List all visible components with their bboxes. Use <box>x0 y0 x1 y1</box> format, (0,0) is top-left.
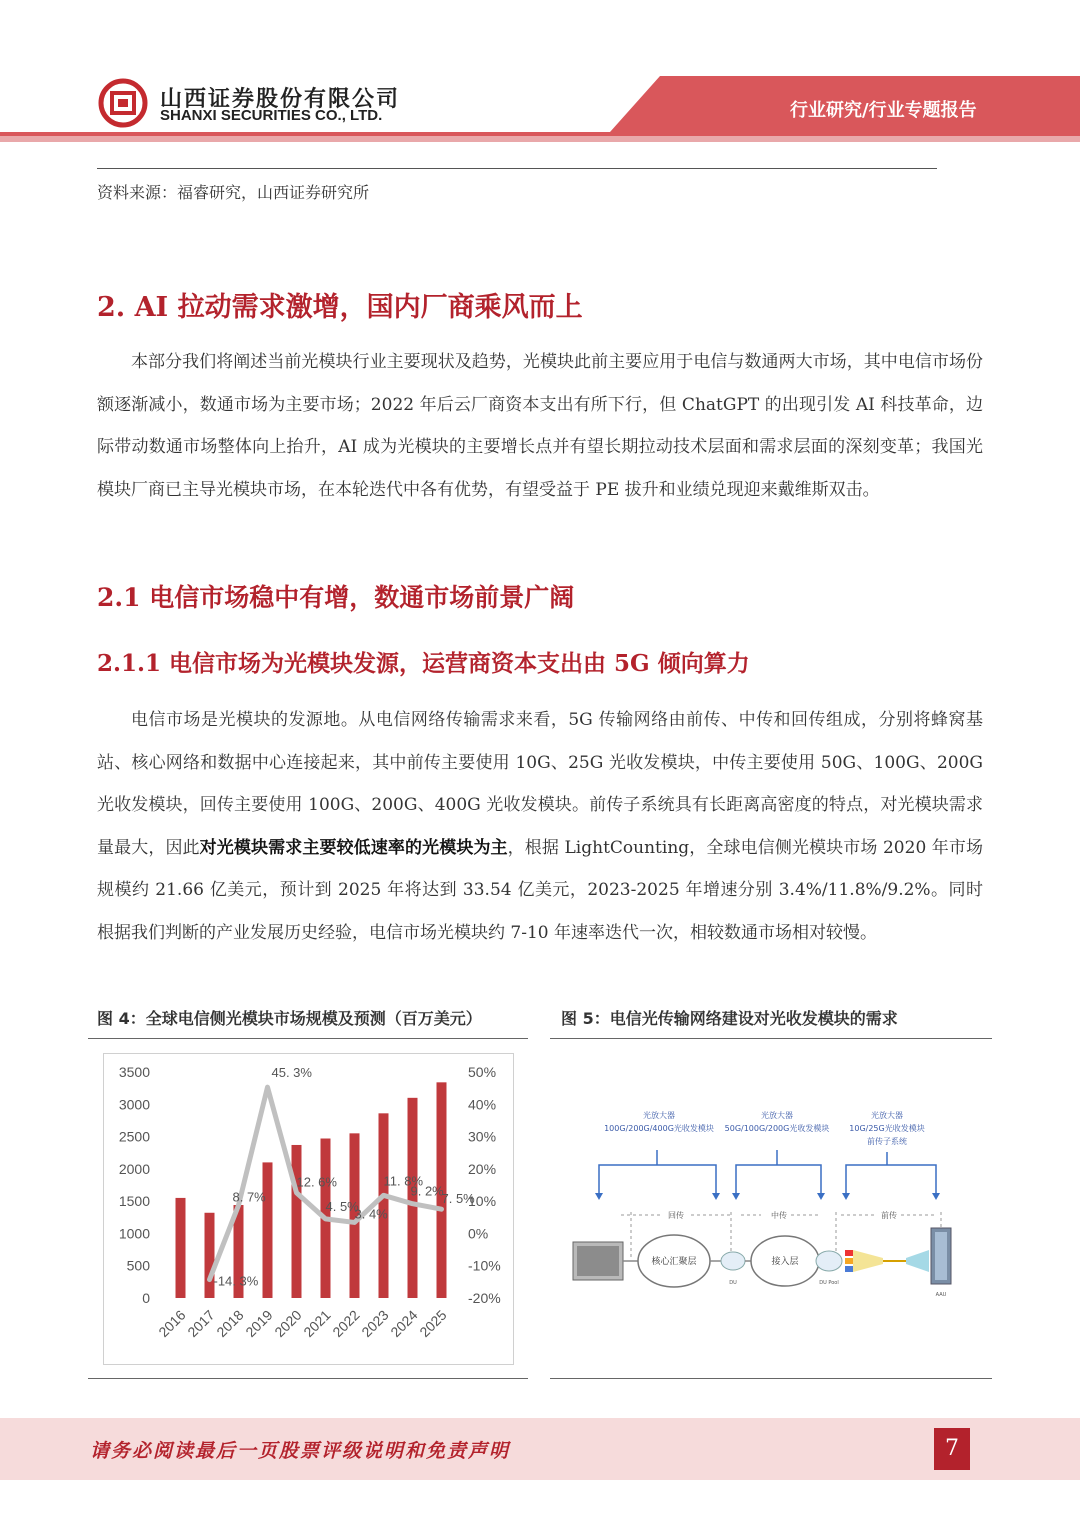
y-right-tick-label: 0% <box>468 1225 489 1242</box>
top-divider <box>97 168 937 169</box>
bar-2019 <box>263 1162 273 1298</box>
page-footer <box>0 1418 1080 1480</box>
aau-label: AAU <box>935 1292 947 1298</box>
figure4-title: 图 4：全球电信侧光模块市场规模及预测（百万美元） <box>97 1009 482 1028</box>
figure4-top-rule <box>88 1038 528 1039</box>
arrow-2-icon <box>712 1193 720 1200</box>
figure4-chart <box>103 1053 514 1365</box>
amp-label-backhaul-line1: 光放大器 <box>643 1111 675 1120</box>
y-left-tick-label: 2000 <box>118 1160 150 1177</box>
bracket-backhaul <box>599 1165 716 1195</box>
fronthaul-optics-icon <box>845 1250 929 1272</box>
core-router-panel <box>577 1246 619 1276</box>
y-right-tick-label: 10% <box>468 1193 497 1210</box>
growth-data-label: -14. 3% <box>213 1273 259 1289</box>
y-left-tick-label: 3500 <box>118 1064 150 1080</box>
amp-label-fronthaul-line1: 光放大器 <box>871 1111 903 1120</box>
arrow-6-icon <box>932 1193 940 1200</box>
section-title: 2. AI 拉动需求激增，国内厂商乘风而上 <box>97 292 583 323</box>
arrow-3-icon <box>732 1193 740 1200</box>
y-left-tick-label: 1000 <box>118 1225 150 1242</box>
subsubsection-title: 2.1.1 电信市场为光模块发源，运营商资本支出由 5G 倾向算力 <box>97 650 750 677</box>
y-left-tick-label: 0 <box>142 1290 150 1306</box>
company-logo-icon <box>98 78 148 128</box>
bar-2020 <box>292 1145 302 1298</box>
x-tick-label-2020: 2020 <box>271 1306 305 1341</box>
x-tick-label-2019: 2019 <box>242 1306 276 1341</box>
y-right-tick-label: 30% <box>468 1128 497 1145</box>
amp-label-fronthaul <box>849 1110 924 1146</box>
segment-midhaul: 中传 <box>771 1211 787 1220</box>
growth-data-label: 3. 4% <box>354 1206 388 1222</box>
bracket-midhaul <box>736 1165 821 1195</box>
arrow-4-icon <box>817 1193 825 1200</box>
amp-label-midhaul-line2: 50G/100G/200G光收发模块 <box>724 1124 830 1133</box>
x-tick-label-2021: 2021 <box>300 1306 334 1341</box>
bracket-lines <box>599 1150 936 1195</box>
du-label: DU <box>729 1280 737 1286</box>
figure5-top-rule <box>550 1038 992 1039</box>
company-name-cn: 山西证券股份有限公司 <box>160 87 401 112</box>
growth-data-label: 12. 6% <box>296 1174 337 1190</box>
company-name-en: SHANXI SECURITIES CO., LTD. <box>160 107 383 124</box>
x-tick-label-2024: 2024 <box>387 1306 421 1341</box>
amp-label-backhaul-line2: 100G/200G/400G光收发模块 <box>604 1124 714 1133</box>
segment-backhaul: 回传 <box>668 1211 684 1220</box>
bracket-arrows <box>595 1193 940 1200</box>
y-right-tick-label: -20% <box>468 1290 501 1306</box>
amp-label-midhaul-line1: 光放大器 <box>761 1111 793 1120</box>
y-left-tick-label: 500 <box>126 1257 150 1274</box>
paragraph-bold-text: 对光模块需求主要较低速率的光模块为主 <box>199 837 508 858</box>
x-tick-label-2016: 2016 <box>155 1306 189 1341</box>
market-size-chart <box>104 1054 515 1366</box>
arrow-5-icon <box>842 1193 850 1200</box>
growth-data-label: 45. 3% <box>271 1065 312 1081</box>
paragraph-text-a: 电信市场是光模块的发源地。从电信网络传输需求来看，5G 传输网络由前传、中传和回传组成，分别将蜂窝基站、核心网络和数据中心连接起来，其中前传主要使用 10G、25G 光收发模块，中传主要使用 50G、100G、200G 光收发模块，回传主要使用 100G、200G、400G 光收发模块。前传子系统具有长距离高密度的特点，对光模块需求量最大，因此 <box>97 710 983 858</box>
growth-data-label: 8. 7% <box>232 1189 266 1205</box>
paragraph-text-b: ，根据 LightCounting，全球电信侧光模块市场 2020 年市场规模约 21.66 亿美元，预计到 2025 年将达到 33.54 亿美元，2023-2025 年增速分别 3.4%/11.8%/9.2%。同时根据我们判断的产业发展历史经验，电信市场光模块约 7-10 年速率迭代一次，相较数通市场相对较慢。 <box>97 837 983 943</box>
x-tick-label-2023: 2023 <box>358 1306 392 1341</box>
disclaimer-note: 请务必阅读最后一页股票评级说明和免责声明 <box>90 1440 511 1462</box>
figure5-bottom-rule <box>550 1378 992 1379</box>
page-header <box>0 0 1080 150</box>
growth-data-label: 9. 2% <box>410 1183 444 1199</box>
network-diagram <box>561 1100 981 1310</box>
figure4-bottom-rule <box>88 1378 528 1379</box>
segment-labels <box>668 1210 897 1220</box>
growth-data-label: 11. 8% <box>383 1173 424 1189</box>
subsection-title: 2.1 电信市场稳中有增，数通市场前景广阔 <box>97 583 575 612</box>
bar-2016 <box>176 1198 186 1298</box>
x-tick-label-2022: 2022 <box>329 1306 363 1341</box>
bracket-fronthaul <box>846 1165 936 1195</box>
segment-fronthaul: 前传 <box>881 1211 897 1220</box>
page-number: 7 <box>934 1428 970 1470</box>
x-tick-label-2025: 2025 <box>416 1306 450 1341</box>
report-type: 行业研究/行业专题报告 <box>790 100 977 121</box>
aau-antenna-panel <box>935 1232 947 1280</box>
y-right-tick-label: 20% <box>468 1160 497 1177</box>
y-right-tick-label: -10% <box>468 1257 501 1274</box>
du-pool-cloud-icon <box>816 1251 842 1271</box>
du-pool-label: DU Pool <box>819 1280 839 1286</box>
access-layer-label: 接入层 <box>771 1257 799 1267</box>
amp-label-midhaul <box>725 1110 830 1133</box>
figure5-title: 图 5：电信光传输网络建设对光收发模块的需求 <box>561 1009 898 1028</box>
du-cloud-icon <box>721 1252 745 1270</box>
y-left-tick-label: 1500 <box>118 1193 150 1210</box>
arrow-1-icon <box>595 1193 603 1200</box>
x-tick-label-2017: 2017 <box>184 1306 218 1341</box>
amp-label-backhaul <box>604 1110 714 1133</box>
y-right-tick-label: 40% <box>468 1096 497 1113</box>
y-left-tick-label: 3000 <box>118 1096 150 1113</box>
core-aggregation-label: 核心汇聚层 <box>651 1257 697 1267</box>
section-paragraph: 本部分我们将阐述当前光模块行业主要现状及趋势，光模块此前主要应用于电信与数通两大市场，其中电信市场份额逐渐减小，数通市场为主要市场；2022 年后云厂商资本支出有所下行，但 ChatGPT 的出现引发 AI 科技革命，边际带动数通市场整体向上抬升，AI 成为光模块的主要增长点并有望长期拉动技术层面和需求层面的深刻变革；我国光模块厂商已主导光模块市场，在本轮迭代中各有优势，有望受益于 PE 拔升和业绩兑现迎来戴维斯双击。 <box>97 352 983 500</box>
amp-label-fronthaul-line2: 10G/25G光收发模块 <box>849 1124 925 1133</box>
y-right-tick-label: 50% <box>468 1064 497 1080</box>
subsubsection-paragraph <box>97 699 983 954</box>
source-note: 资料来源：福睿研究，山西证券研究所 <box>97 183 370 202</box>
growth-data-label: 4. 5% <box>325 1198 359 1214</box>
growth-data-label: 7. 5% <box>441 1191 475 1207</box>
x-tick-label-2018: 2018 <box>213 1306 247 1341</box>
y-left-tick-label: 2500 <box>118 1128 150 1145</box>
amp-label-fronthaul-line3: 前传子系统 <box>867 1137 907 1146</box>
